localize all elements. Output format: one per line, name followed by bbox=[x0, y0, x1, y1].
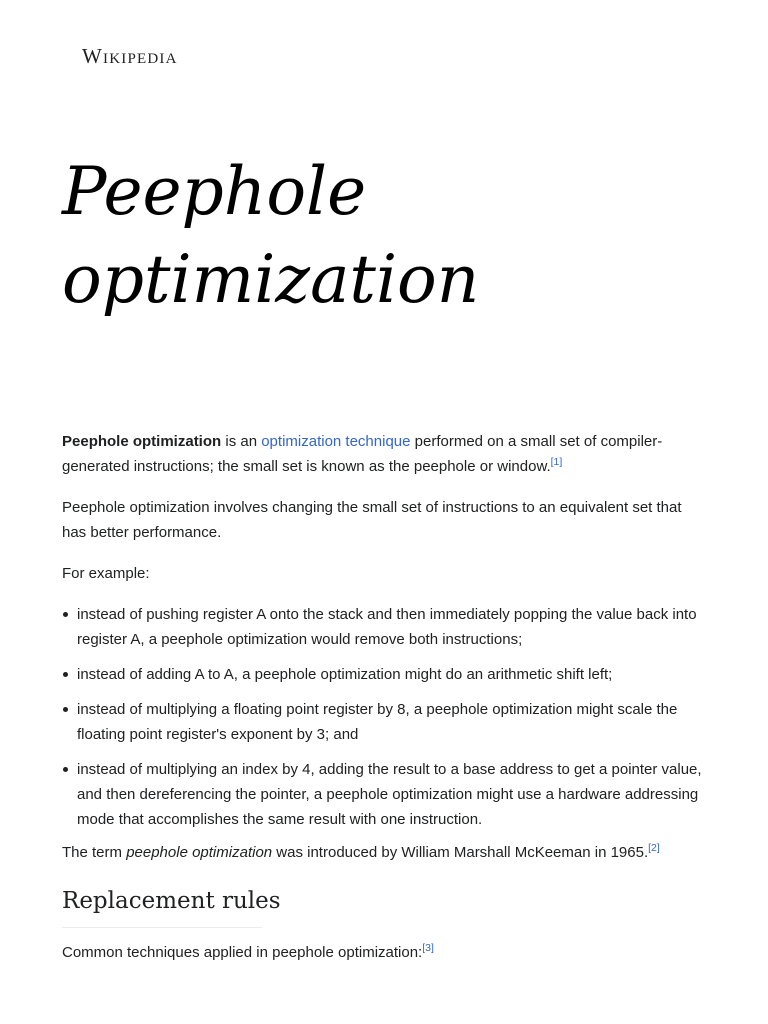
bullet-icon bbox=[63, 672, 68, 677]
list-item-text: instead of adding A to A, a peephole optimization might do an arithmetic shift left; bbox=[77, 666, 613, 683]
bullet-icon bbox=[63, 767, 68, 772]
intro-text-2: performed on a small set of compiler-generated instructions; the small set is known as the peephole or window. bbox=[62, 433, 663, 475]
list-item-text: instead of pushing register A onto the stack and then immediately popping the value back into register A, a peephole optimization would remove both instructions; bbox=[77, 606, 697, 648]
section-heading-replacement-rules: Replacement rules bbox=[62, 885, 262, 928]
citation-3-link[interactable]: [3] bbox=[422, 942, 434, 954]
list-item-text: instead of multiplying an index by 4, adding the result to a base address to get a pointer value, and then dereferencing the pointer, a peephole optimization might use a hardware addressing mode that accomplishes the same result with one instruction. bbox=[77, 761, 702, 828]
intro-text-1: is an bbox=[221, 433, 262, 450]
history-text-2: was introduced by William Marshall McKeeman in 1965. bbox=[272, 844, 649, 861]
list-item bbox=[62, 697, 706, 747]
page-title-line-1: Peephole bbox=[62, 153, 367, 230]
list-item bbox=[62, 757, 706, 832]
history-italic-term: peephole optimization bbox=[126, 844, 273, 861]
optimization-technique-link[interactable]: optimization technique bbox=[261, 433, 411, 450]
page-title bbox=[62, 148, 702, 324]
bullet-icon bbox=[63, 707, 68, 712]
citation-2-link[interactable]: [2] bbox=[648, 842, 660, 854]
list-item-text: instead of multiplying a floating point register by 8, a peephole optimization might scale the floating point register's exponent by 3; and bbox=[77, 701, 678, 743]
example-list bbox=[62, 602, 706, 832]
article-body bbox=[62, 429, 706, 981]
techniques-text: Common techniques applied in peephole optimization: bbox=[62, 944, 423, 961]
bullet-icon bbox=[63, 612, 68, 617]
example-intro-paragraph: For example: bbox=[62, 565, 150, 582]
description-paragraph: Peephole optimization involves changing the small set of instructions to an equivalent set that has better performance. bbox=[62, 499, 682, 541]
citation-1-link[interactable]: [1] bbox=[550, 456, 563, 468]
intro-bold-term: Peephole optimization bbox=[62, 433, 222, 450]
intro-paragraph bbox=[62, 429, 706, 479]
page-title-line-2: optimization bbox=[62, 241, 480, 318]
list-item bbox=[62, 662, 706, 687]
history-paragraph bbox=[62, 840, 706, 865]
wikipedia-logo[interactable]: Wikipedia bbox=[82, 44, 178, 68]
history-text-1: The term bbox=[62, 844, 127, 861]
techniques-paragraph bbox=[62, 940, 706, 965]
list-item bbox=[62, 602, 706, 652]
